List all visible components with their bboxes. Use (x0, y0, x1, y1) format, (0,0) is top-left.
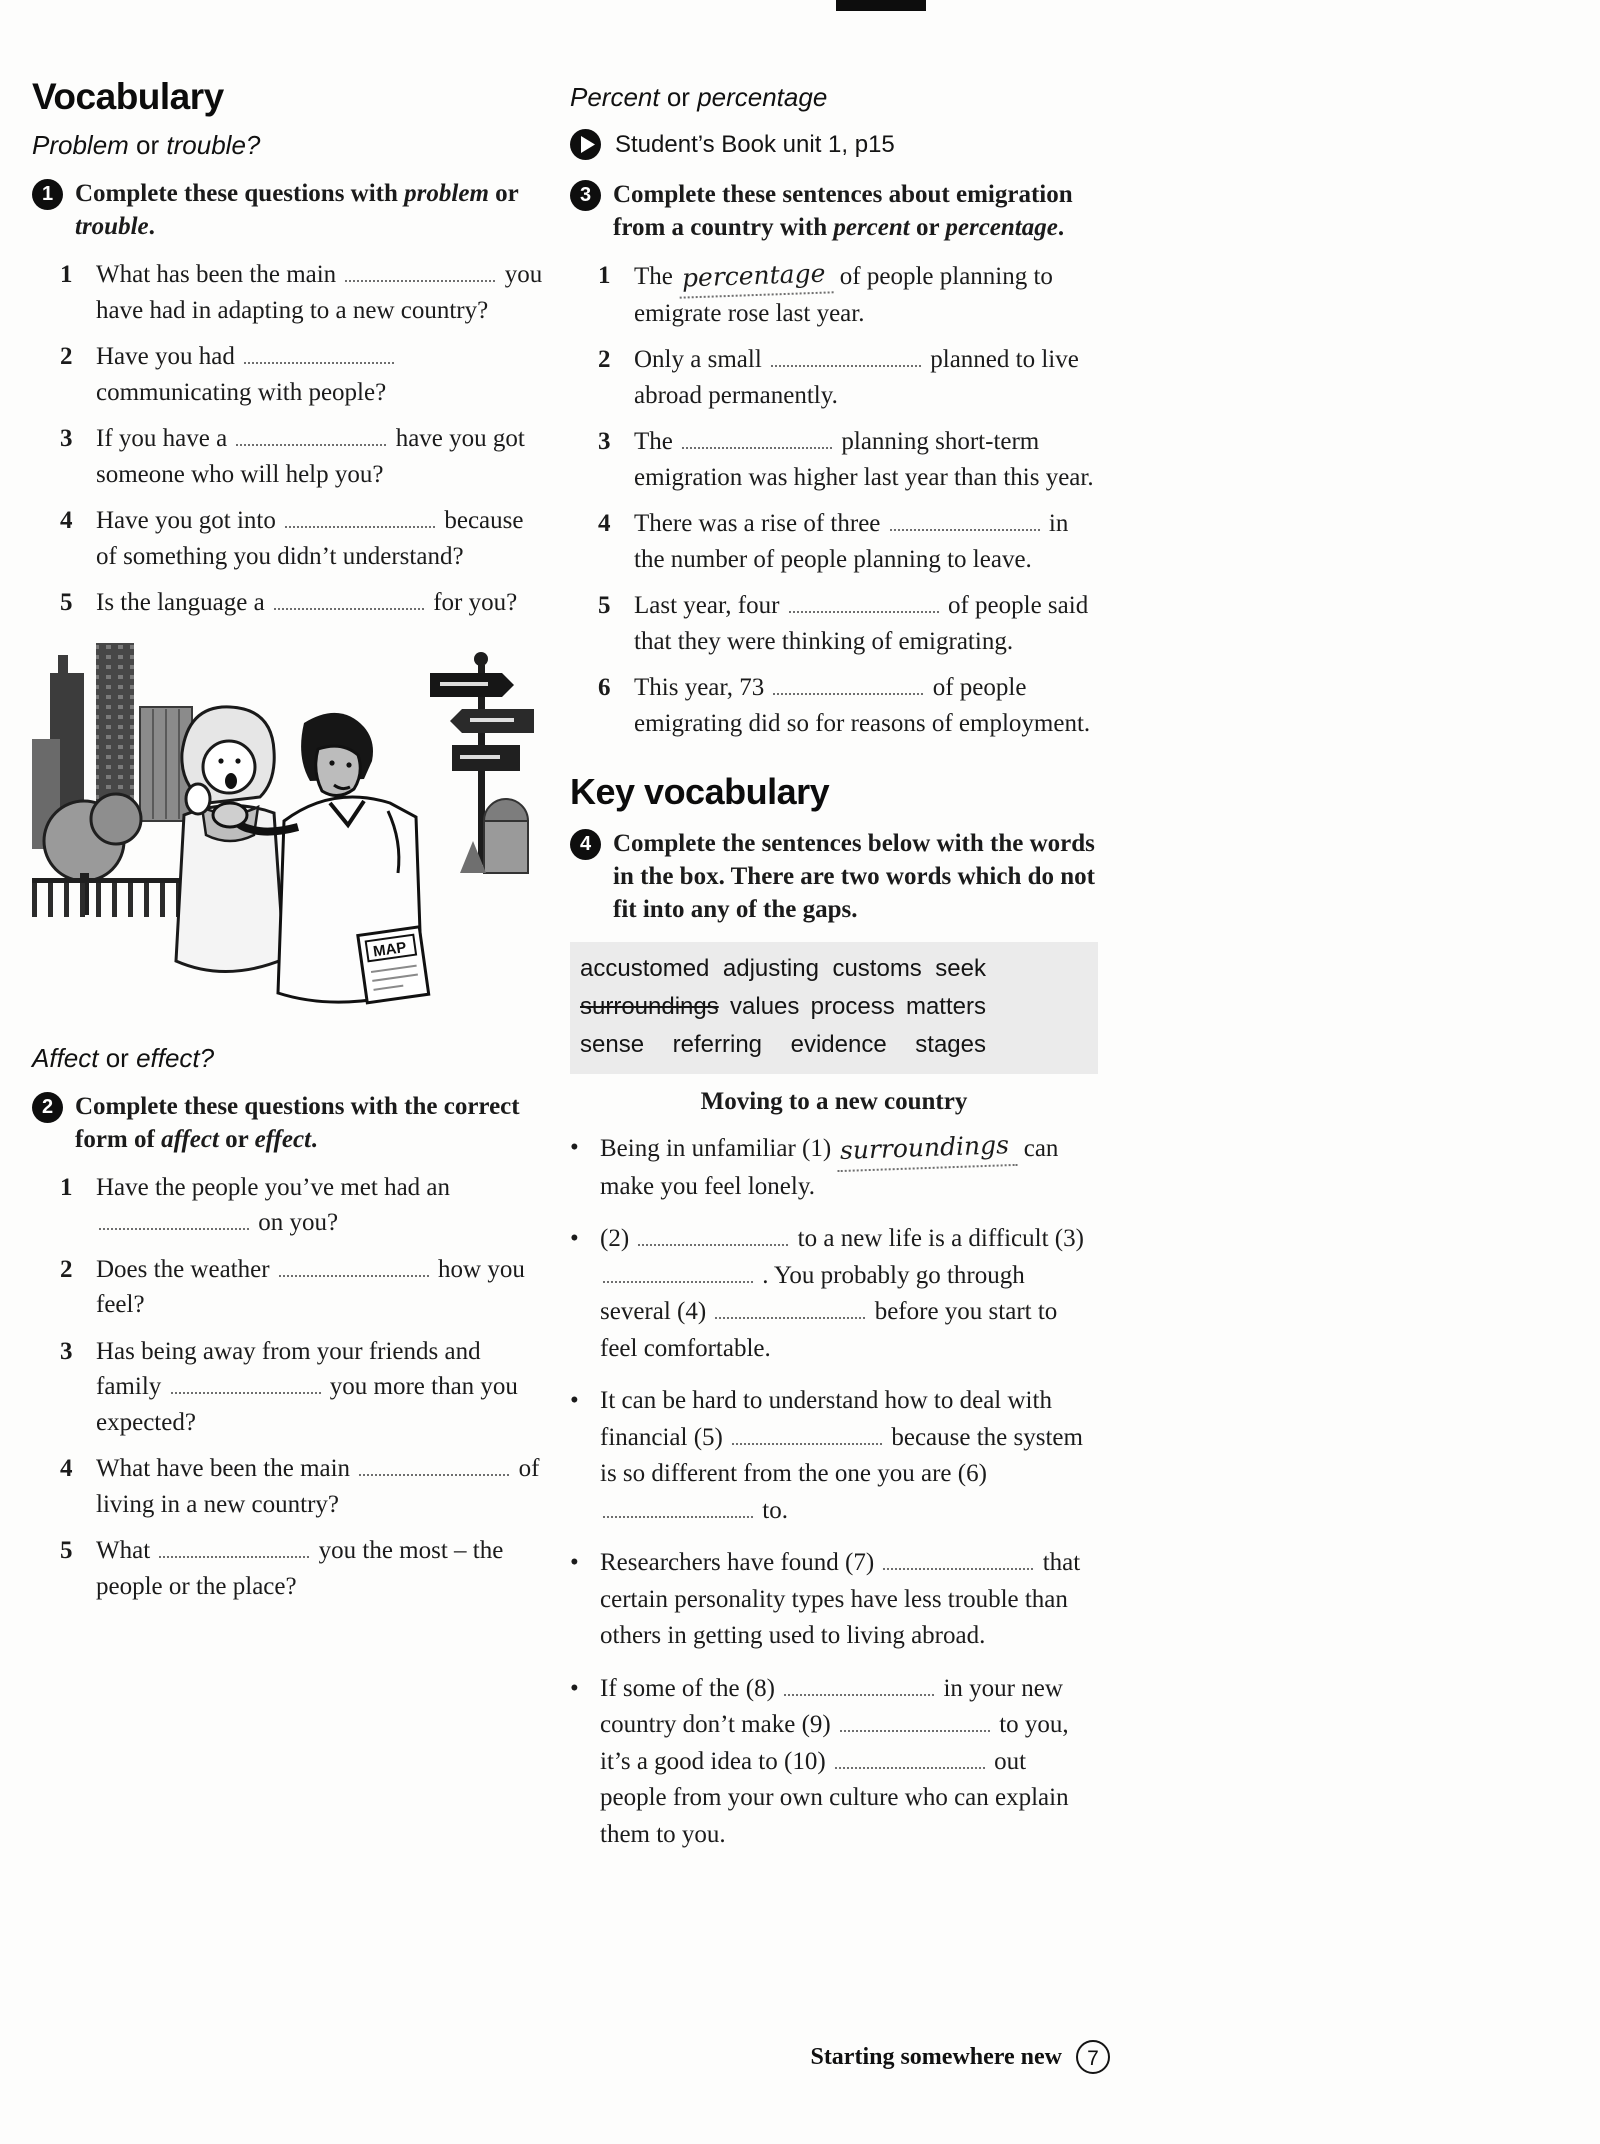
text-segment: because of something you didn’t understand? (96, 507, 524, 570)
text-segment: . (148, 213, 155, 240)
exercise-2 (32, 1090, 550, 1605)
answer-blank (715, 1296, 865, 1319)
answer-blank (638, 1223, 788, 1246)
answer-blank (784, 1672, 934, 1695)
exercise-3-header (570, 178, 1098, 244)
answer-blank (789, 590, 939, 613)
handwritten-answer: percentage (679, 255, 835, 298)
item-text (600, 1221, 1098, 1367)
text-segment: have you got someone who will help you? (96, 425, 525, 488)
exercise-item (598, 506, 1098, 577)
answer-blank (603, 1494, 753, 1517)
bullet-marker: • (570, 1387, 579, 1414)
text-segment: Have the people you’ve met had an (96, 1173, 451, 1201)
exercise-3 (570, 178, 1098, 741)
exercise-item (60, 1334, 550, 1441)
answer-blank (732, 1421, 882, 1444)
exercise-4 (570, 827, 1098, 1853)
text-segment: Have you had (96, 343, 242, 370)
subheading-percent-or-percentage (570, 82, 1098, 113)
item-number: 5 (598, 592, 611, 619)
exercise-number-badge: 2 (32, 1092, 63, 1123)
illustration (32, 643, 540, 1029)
text-segment: effect (254, 1125, 312, 1153)
bullet-item (570, 1130, 1098, 1205)
item-text (634, 258, 1098, 331)
bullet-marker: • (570, 1225, 579, 1252)
item-text (96, 503, 550, 574)
text-segment: in your new country don’t make (9) (600, 1674, 1063, 1738)
text-segment: you more than you expected? (96, 1373, 518, 1436)
text-segment: of living in a new country? (96, 1455, 540, 1518)
word-box-word: evidence (790, 1031, 887, 1058)
word-box-word: stages (915, 1031, 986, 1058)
item-text (600, 1545, 1098, 1655)
text-segment: planning short-term emigration was higher last year than this year. (634, 428, 1094, 491)
text-segment: Percent (570, 82, 660, 112)
building-spire (58, 655, 68, 675)
text-segment: of people planning to emigrate rose last year. (634, 263, 1053, 327)
text-segment: effect? (136, 1042, 215, 1073)
text-segment: . (1057, 214, 1065, 241)
answer-blank (359, 1453, 509, 1476)
text-segment: of people emigrating did so for reasons of employment. (634, 674, 1091, 737)
item-number: 5 (60, 1537, 73, 1564)
text-segment: Affect (32, 1042, 99, 1073)
item-text (96, 585, 550, 621)
item-number: 1 (60, 261, 73, 288)
text-segment: communicating with people? (96, 378, 387, 406)
tree-foliage (91, 794, 141, 844)
street-scene-drawing (32, 643, 540, 1029)
item-number: 3 (60, 425, 73, 452)
answer-blank (603, 1259, 753, 1282)
word-box (570, 942, 1098, 1074)
answer-blank (99, 1207, 249, 1230)
word-box-word: seek (935, 955, 986, 982)
bullet-marker: • (570, 1549, 579, 1576)
answer-blank (285, 505, 435, 528)
text-segment: of people said that they were thinking of emigrating. (634, 592, 1089, 655)
bullet-marker: • (570, 1134, 579, 1161)
text-segment: in the number of people planning to leave. (634, 510, 1069, 573)
text-segment: trouble? (166, 130, 261, 160)
text-segment: It can be hard to understand how to deal with financial (5) (600, 1387, 1052, 1451)
students-book-reference (570, 129, 1098, 160)
text-segment: out people from your own culture who can explain them to you. (600, 1747, 1069, 1848)
text-segment: The (634, 263, 680, 290)
item-number: 2 (598, 346, 611, 373)
item-number: 2 (60, 1255, 73, 1283)
footer-title: Starting somewhere new (810, 2043, 1062, 2070)
item-text (634, 506, 1098, 577)
exercise-item (60, 339, 550, 410)
text-segment: What (96, 1537, 157, 1564)
text-segment: trouble (75, 213, 149, 240)
text-segment: There was a rise of three (634, 510, 887, 537)
text-segment: Has being away from your friends and family (96, 1337, 481, 1400)
text-segment: affect (161, 1125, 219, 1153)
text-segment: Only a small (634, 346, 769, 373)
exercise-instruction (613, 178, 1098, 244)
exercise-number-badge: 3 (570, 180, 601, 211)
text-segment: or (909, 214, 946, 241)
text-segment: Last year, four (634, 592, 786, 619)
text-segment: or (128, 130, 167, 160)
text-segment: how you feel? (96, 1255, 525, 1318)
domed-building (484, 821, 528, 873)
item-text (96, 1334, 550, 1441)
text-segment: to you, it’s a good idea to (10) (600, 1711, 1069, 1775)
item-text (634, 342, 1098, 413)
text-segment: Complete the sentences below with the words in the box. There are two words which do not fit into any of the gaps. (613, 830, 1095, 923)
text-segment: or (98, 1042, 137, 1073)
answer-blank (835, 1745, 985, 1768)
exercise-item (598, 588, 1098, 659)
bullet-item (570, 1671, 1098, 1854)
word-box-word: customs (832, 955, 922, 982)
text-segment: Have you got into (96, 507, 283, 534)
text-segment: that certain personality types have less trouble than others in getting used to living abroad. (600, 1549, 1081, 1649)
text-segment: The (634, 428, 680, 455)
text-segment: If some of the (8) (600, 1674, 782, 1702)
exercise-item (60, 585, 550, 621)
text-segment: Complete these questions with the correct form of (75, 1092, 520, 1153)
item-text (600, 1130, 1098, 1205)
exercise-number-badge: 1 (32, 179, 63, 210)
text-segment: This year, 73 (634, 674, 771, 701)
answer-blank (171, 1371, 321, 1394)
section-title-vocabulary: Vocabulary (32, 76, 224, 117)
text-segment: on you? (252, 1209, 339, 1236)
item-text (96, 339, 550, 410)
text-segment: Is the language a (96, 589, 271, 616)
exercise-number-badge: 4 (570, 829, 601, 860)
text-segment: or (488, 180, 519, 207)
left-column (32, 76, 550, 1626)
answer-blank (279, 1253, 429, 1276)
exercise-1-items (60, 257, 550, 621)
exercise-item (60, 257, 550, 328)
text-segment: or (218, 1125, 255, 1153)
word-box-word: values (730, 993, 800, 1020)
exercise-1-header (32, 177, 550, 243)
item-text (634, 588, 1098, 659)
exercise-item (60, 1451, 550, 1522)
map-label: MAP (372, 938, 408, 960)
word-box-word: sense (580, 1031, 645, 1058)
text-segment: you the most – the people or the place? (96, 1537, 504, 1600)
word-box-word: matters (905, 993, 986, 1020)
dome (484, 799, 528, 821)
text-segment: because the system is so different from the one you are (6) (600, 1423, 1083, 1487)
word-box-row (580, 1026, 986, 1064)
word-box-word: referring (672, 1031, 763, 1058)
answer-blank (682, 426, 832, 449)
exercise-3-items (598, 258, 1098, 741)
item-number: 1 (60, 1173, 73, 1201)
answer-blank (345, 259, 495, 282)
bullet-item (570, 1221, 1098, 1367)
man-hand (213, 803, 247, 827)
item-text (96, 1252, 550, 1323)
exercise-item (598, 424, 1098, 495)
exercise-item (60, 1170, 550, 1241)
answer-blank (840, 1709, 990, 1732)
text-segment: What has been the main (96, 261, 343, 288)
text-segment: or (659, 82, 698, 112)
exercise-item (60, 421, 550, 492)
item-number: 4 (60, 507, 73, 534)
item-number: 3 (60, 1337, 73, 1365)
item-number: 1 (598, 262, 611, 289)
exercise-4-header (570, 827, 1098, 926)
answer-blank (244, 341, 394, 364)
item-text (96, 1533, 550, 1604)
item-text (96, 257, 550, 328)
answer-blank (773, 672, 923, 695)
bullet-item (570, 1545, 1098, 1655)
page-number: 7 (1076, 2040, 1110, 2074)
exercise-2-items (60, 1170, 550, 1605)
item-text (600, 1383, 1098, 1529)
answer-blank (890, 508, 1040, 531)
text-segment: What have been the main (96, 1455, 357, 1482)
text-segment: percentage (945, 214, 1058, 241)
item-number: 6 (598, 674, 611, 701)
item-number: 4 (60, 1455, 73, 1482)
bullet-item (570, 1383, 1098, 1529)
text-segment: Problem (32, 130, 129, 160)
bullet-list (570, 1130, 1098, 1853)
woman-raised-hand (186, 784, 210, 814)
page-footer (570, 2040, 1110, 2074)
word-box-word: adjusting (722, 955, 819, 982)
exercise-instruction (75, 1090, 550, 1156)
exercise-item (598, 670, 1098, 741)
word-box-word: surroundings (580, 993, 719, 1020)
answer-blank (236, 423, 386, 446)
exercise-item (60, 503, 550, 574)
text-segment: planned to live abroad permanently. (634, 346, 1079, 409)
text-segment: Researchers have found (7) (600, 1549, 881, 1576)
subheading-affect-or-effect (32, 1043, 550, 1074)
exercise-1 (32, 177, 550, 621)
text-segment: Being in unfamiliar (1) (600, 1135, 838, 1162)
answer-blank (274, 587, 424, 610)
text-segment: percentage (697, 82, 828, 112)
reference-text: Student’s Book unit 1, p15 (615, 130, 895, 158)
exercise-item (60, 1533, 550, 1604)
text-segment: (2) (600, 1225, 636, 1252)
text-segment: Complete these questions with (75, 180, 405, 207)
item-number: 2 (60, 343, 73, 370)
item-text (600, 1671, 1098, 1854)
text-segment: If you have a (96, 425, 234, 452)
handwritten-answer: surroundings (837, 1127, 1018, 1172)
bullet-marker: • (570, 1674, 579, 1702)
exercise-item (598, 342, 1098, 413)
text-segment: to a new life is a difficult (3) (791, 1225, 1084, 1252)
exercise-item (598, 258, 1098, 331)
map (358, 926, 429, 1002)
item-text (96, 1170, 550, 1241)
answer-blank (883, 1547, 1033, 1570)
answer-blank (771, 344, 921, 367)
exercise-item (60, 1252, 550, 1323)
item-text (96, 1451, 550, 1522)
right-column (570, 76, 1098, 1875)
word-box-word: process (810, 993, 895, 1020)
word-box-row (580, 988, 986, 1026)
text-segment: to. (756, 1496, 788, 1524)
item-number: 5 (60, 589, 73, 616)
text-segment: . (311, 1125, 318, 1153)
text-segment: you have had in adapting to a new country? (96, 261, 543, 324)
woman-open-mouth (225, 773, 237, 789)
exercise-instruction (75, 177, 550, 243)
subheading-problem-or-trouble (32, 130, 550, 161)
page-edge-mark (836, 0, 926, 11)
signpost-finial (474, 652, 488, 666)
item-text (634, 424, 1098, 495)
exercise-instruction (613, 827, 1098, 926)
text-segment: . You probably go through several (4) (600, 1261, 1025, 1325)
exercise-2-header (32, 1090, 550, 1156)
text-segment: before you start to feel comfortable. (600, 1298, 1058, 1362)
item-text (634, 670, 1098, 741)
text-segment: for you? (426, 589, 518, 616)
play-icon (570, 129, 601, 160)
section-title-key-vocabulary: Key vocabulary (570, 771, 830, 812)
answer-blank (159, 1535, 309, 1558)
text-segment: problem (404, 180, 489, 207)
passage-title: Moving to a new country (700, 1088, 968, 1115)
item-text (96, 421, 550, 492)
word-box-row (580, 950, 986, 988)
word-box-word: accustomed (580, 955, 710, 982)
text-segment: can make you feel lonely. (600, 1135, 1059, 1200)
text-segment: Complete these sentences about emigration from a country with (613, 181, 1073, 241)
text-segment: percent (833, 214, 910, 241)
item-number: 3 (598, 428, 611, 455)
text-segment: Does the weather (96, 1255, 276, 1283)
item-number: 4 (598, 510, 611, 537)
